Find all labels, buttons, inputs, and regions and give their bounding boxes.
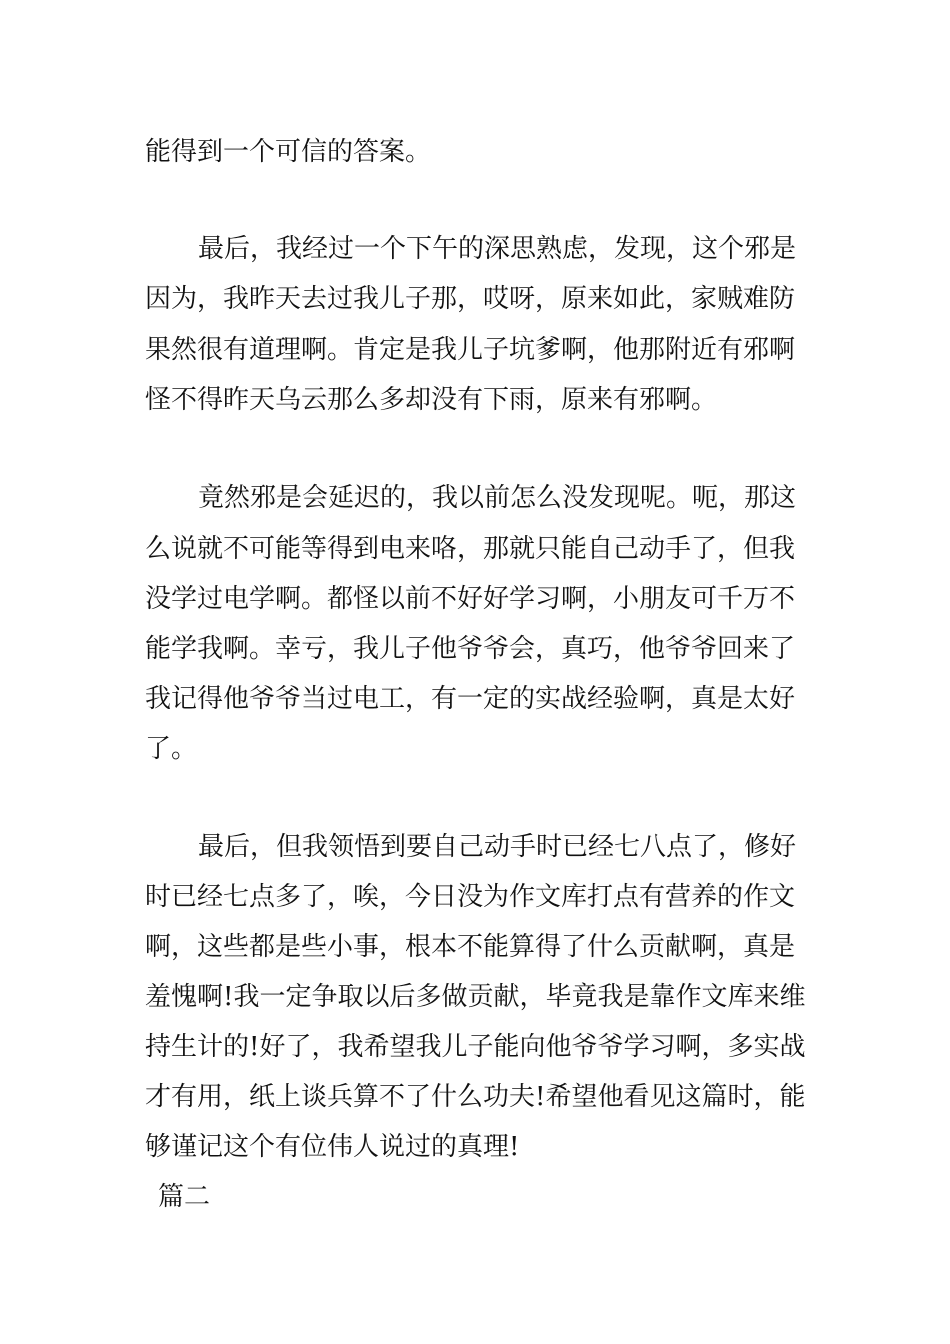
text-line: 最后，我经过一个下午的深思熟虑，发现，这个邪是 (198, 234, 797, 264)
text-line: 持生计的!好了，我希望我儿子能向他爷爷学习啊，多实战 (145, 1032, 806, 1062)
text-line: 能得到一个可信的答案。 (145, 137, 432, 167)
text-line: 没学过电学啊。都怪以前不好好学习啊，小朋友可千万不 (145, 584, 796, 614)
text-line: 么说就不可能等得到电来咯，那就只能自己动手了，但我 (145, 534, 796, 564)
text-line: 羞愧啊!我一定争取以后多做贡献，毕竟我是靠作文库来维 (145, 982, 806, 1012)
text-line: 了。 (145, 734, 198, 764)
text-line: 我记得他爷爷当过电工，有一定的实战经验啊，真是太好 (145, 684, 796, 714)
text-line: 果然很有道理啊。肯定是我儿子坑爹啊，他那附近有邪啊 (145, 335, 796, 365)
text-line: 怪不得昨天乌云那么多却没有下雨，原来有邪啊。 (145, 385, 718, 415)
text-line: 能学我啊。幸亏，我儿子他爷爷会，真巧，他爷爷回来了 (145, 634, 796, 664)
text-line: 啊，这些都是些小事，根本不能算得了什么贡献啊，真是 (145, 932, 796, 962)
text-line: 时已经七点多了，唉，今日没为作文库打点有营养的作文 (145, 882, 796, 912)
text-line: 因为，我昨天去过我儿子那，哎呀，原来如此，家贼难防 (145, 284, 796, 314)
text-line: 才有用，纸上谈兵算不了什么功夫!希望他看见这篇时，能 (145, 1082, 806, 1112)
section-heading: 篇二 (158, 1182, 211, 1212)
text-line: 竟然邪是会延迟的，我以前怎么没发现呢。呃，那这 (198, 483, 797, 513)
text-line: 最后，但我领悟到要自己动手时已经七八点了，修好 (198, 832, 797, 862)
text-line: 够谨记这个有位伟人说过的真理! (145, 1132, 520, 1162)
